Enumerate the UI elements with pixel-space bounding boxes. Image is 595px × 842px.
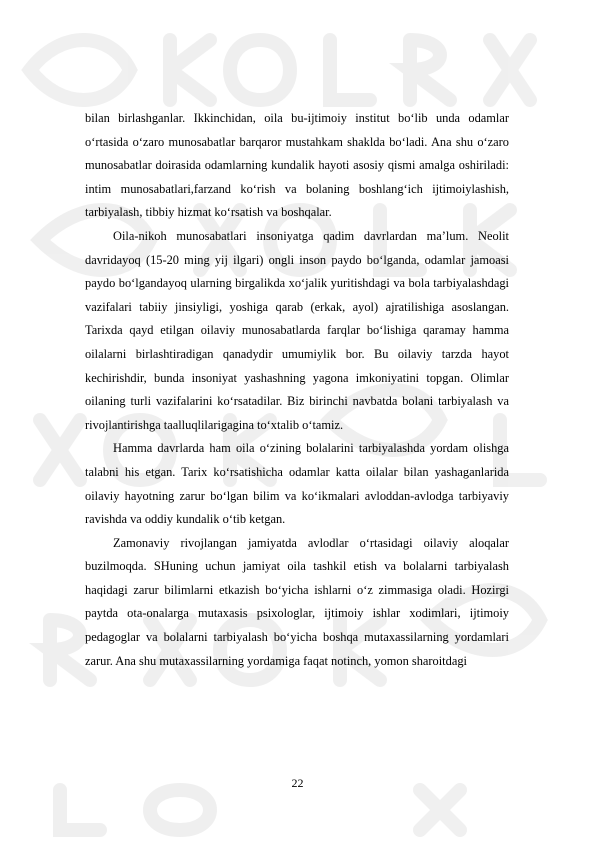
paragraph-continuation: bilan birlashganlar. Ikkinchidan, oila bu-ijtimoiy institut bo‘lib unda odamlar o‘rtasida o‘zaro munosabatlar barqaror mustahkam shaklda bo‘ladi. Ana shu o‘zaro munosabatlar doirasida odamlarning kundalik hayoti asosiy qismi amalga oshiriladi: intim munosabatlari,farzand ko‘rish va bolaning boshlang‘ich ijtimoiylashish, tarbiyalash, tibbiy hizmat ko‘rsatish va boshqalar. [85, 111, 509, 220]
page-number: 22 [291, 776, 304, 790]
paragraph-oila-nikoh: Oila-nikoh munosabatlari insoniyatga qadim davrlardan ma’lum. Neolit davridayoq (15-20 ming yij ilgari) ongli inson paydo bo‘lganda, odamlar jamoasi paydo bo‘lgandayoq ularning birgalikda xo‘jalik yuritishdagi va bola tarbiyalashdagi vazifalari tabiiy jinsiyligi, yoshiga qarab (erkak, ayol) ajratilishiga asoslangan. Tarixda qayd etilgan oilaviy munosabatlarda farqlar bo‘lishiga qaramay hamma oilalarni birlashtiradigan qanadydir umumiylik bor. Bu oilaviy tarzda hayot kechirishdir, bunda insoniyat yashashning yagona imkoniyatini topgan. Olimlar oilaning turli vazifalarini ko‘rsatadilar. Biz birinchi navbatda bolani tarbiyalash va rivojlantirishga taalluqlilarigagina to‘xtalib o‘tamiz. [85, 228, 509, 432]
paragraph-hamma-davrlarda: Hamma davrlarda ham oila o‘zining bolalarini tarbiyalashda yordam olishga talabni his etgan. Tarix ko‘rsatishicha odamlar katta oilalar bilan yashaganlarida oilaviy hayotning zarur bo‘lgan bilim va ko‘ikmalari avloddan-avlodga tarbiyaviy ravishda va oddiy kundalik o‘tib ketgan. [85, 441, 509, 527]
document-body [85, 107, 509, 673]
paragraph-zamonaviy: Zamonaviy rivojlangan jamiyatda avlodlar o‘rtasidagi oilaviy aloqalar buzilmoqda. SHuning uchun jamiyat oila tashkil etish va bolalarni tarbiyalash haqidagi zarur bilimlarni etkazish bo‘yicha ishlarni o‘z zimmasiga oladi. Hozirgi paytda ota-onalarga mutaxasis psixologlar, ijtimoiy ishlar xodimlari, ijtimoiy pedagoglar va bolalarni tarbiyalash bo‘yicha boshqa mutaxassilarning yordamlari zarur. Ana shu mutaxassilarning yordamiga faqat notinch, yomon sharoitdagi [85, 535, 509, 668]
